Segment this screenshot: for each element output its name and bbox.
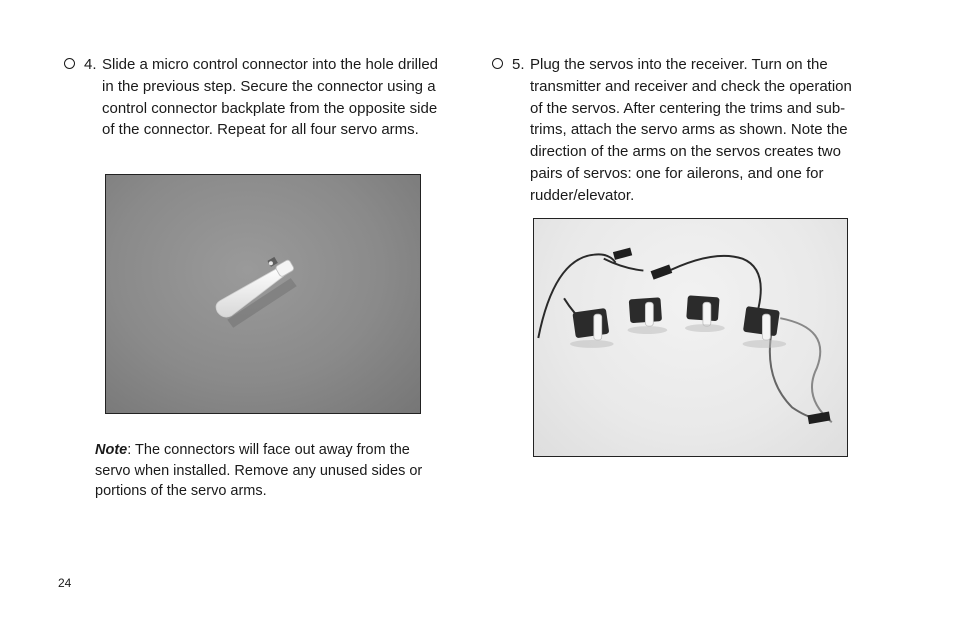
page-number: 24 [58,576,72,590]
note-text: : The connectors will face out away from the servo when installed. Remove any unused sides or portions of the servo arms. [95,442,423,499]
photo-connector [105,174,421,414]
checkbox-circle-icon [64,58,75,69]
step-5-text: Plug the servos into the receiver. Turn on the transmitter and receiver and check the operation of the servos. After centering the trims and sub-trims, attach the servo arms as shown. Note the direction of the arms on the servos creates two pairs of servos: one for ailerons, and one for rudder/elevator. [530,56,852,204]
step-4 [64,54,444,141]
checkbox-circle-icon [492,58,503,69]
note-paragraph [95,440,425,502]
photo-servos [533,218,848,457]
step-5-number: 5. [512,56,525,73]
servos-illustration [534,219,847,456]
step-5 [492,54,862,207]
step-5-item [492,54,862,207]
connector-illustration [106,175,420,413]
step-4-text: Slide a micro control connector into the hole drilled in the previous step. Secure the connector using a control connector backplate from the opposite side of the connector. Repeat for all four servo arms. [102,56,439,139]
step-4-item [64,54,444,141]
note-label: Note [95,442,128,458]
step-4-number: 4. [84,56,97,73]
